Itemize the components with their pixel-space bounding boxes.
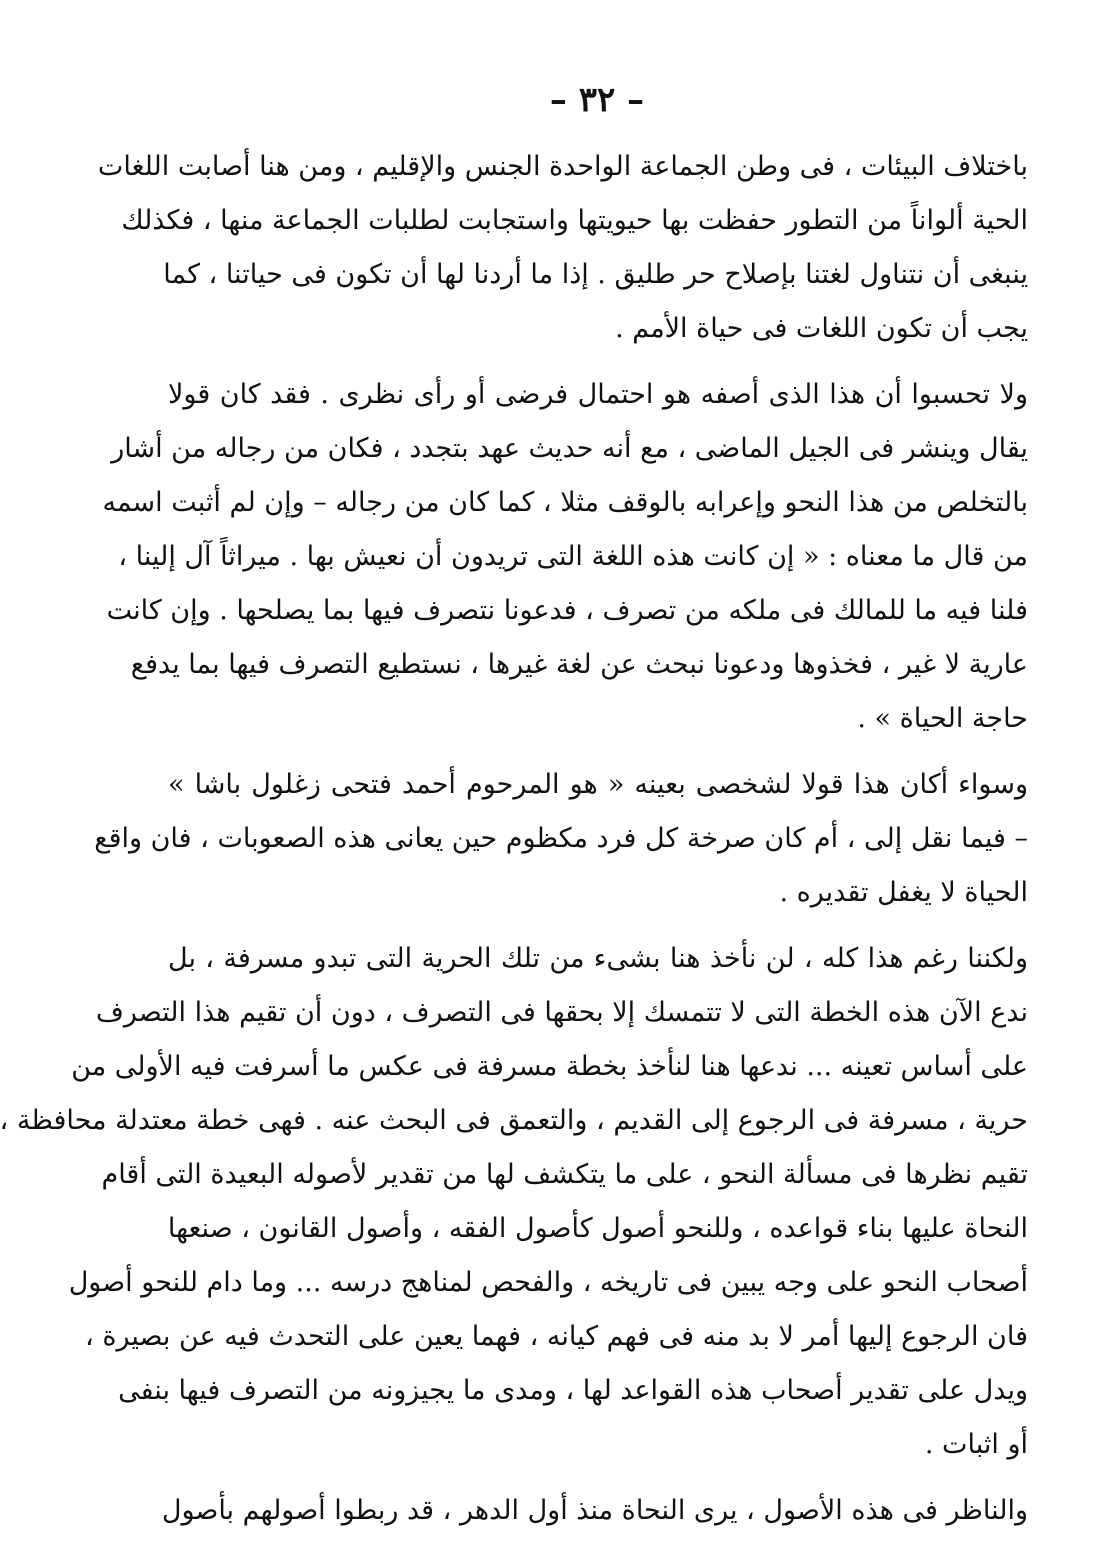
text-line: وسواء أكان هذا قولا لشخصى بعينه « هو المرحوم أحمد فتحى زغلول باشا » [168, 769, 1028, 800]
text-line: أو اثبات . [924, 1429, 1028, 1460]
text-line: ولا تحسبوا أن هذا الذى أصفه هو احتمال فرضى أو رأى نظرى . فقد كان قولا [168, 379, 1028, 410]
text-line: النحاة عليها بناء قواعده ، وللنحو أصول كأصول الفقه ، وأصول القانون ، صنعها [167, 1213, 1028, 1244]
text-line: فلنا فيه ما للمالك فى ملكه من تصرف ، فدعونا نتصرف فيها بما يصلحها . وإن كانت [106, 595, 1028, 626]
page-number: – ٣٢ – [549, 80, 645, 120]
text-line: ندع الآن هذه الخطة التى لا تتمسك إلا بحقها فى التصرف ، دون أن تقيم هذا التصرف [95, 997, 1028, 1028]
paragraph [161, 1484, 1028, 1538]
text-line: باختلاف البيئات ، فى وطن الجماعة الواحدة الجنس والإقليم ، ومن هنا أصابت اللغات [97, 151, 1028, 182]
text-line: ينبغى أن نتناول لغتنا بإصلاح حر طليق . إذا ما أردنا لها أن تكون فى حياتنا ، كما [163, 259, 1028, 290]
text-line: عارية لا غير ، فخذوها ودعونا نبحث عن لغة غيرها ، نستطيع التصرف فيها بما يدفع [130, 649, 1028, 680]
paragraph [94, 758, 1028, 920]
text-line: الحية ألواناً من التطور حفظت بها حيويتها واستجابت لطلبات الجماعة منها ، فكذلك [121, 205, 1028, 236]
text-line: ولكننا رغم هذا كله ، لن نأخذ هنا بشىء من تلك الحرية التى تبدو مسرفة ، بل [168, 943, 1028, 974]
text-line: يجب أن تكون اللغات فى حياة الأمم . [615, 313, 1028, 344]
text-line: حرية ، مسرفة فى الرجوع إلى القديم ، والتعمق فى البحث عنه . فهى خطة معتدلة محافظة ، [0, 1105, 1028, 1136]
text-line: ويدل على تقدير أصحاب هذه القواعد لها ، ومدى ما يجيزونه من التصرف فيها بنفى [118, 1375, 1028, 1406]
paragraph [97, 140, 1028, 356]
paragraph [102, 368, 1028, 746]
text-line: فان الرجوع إليها أمر لا بد منه فى فهم كيانه ، فهما يعين على التحدث فيه عن بصيرة ، [85, 1321, 1028, 1352]
text-line: – فيما نقل إلى ، أم كان صرخة كل فرد مكظوم حين يعانى هذه الصعوبات ، فان واقع [94, 823, 1028, 854]
body-text [0, 140, 1028, 1550]
paragraph [0, 932, 1028, 1472]
text-line: من قال ما معناه : « إن كانت هذه اللغة التى تريدون أن نعيش بها . ميراثاً آل إلينا ، [118, 541, 1028, 572]
text-line: بالتخلص من هذا النحو وإعرابه بالوقف مثلا ، كما كان من رجاله – وإن لم أثبت اسمه [102, 487, 1028, 518]
text-line: تقيم نظرها فى مسألة النحو ، على ما يتكشف لها من تقدير لأصوله البعيدة التى أقام [101, 1159, 1028, 1190]
text-line: يقال وينشر فى الجيل الماضى ، مع أنه حديث عهد بتجدد ، فكان من رجاله من أشار [111, 433, 1028, 464]
text-line: أصحاب النحو على وجه يبين فى تاريخه ، والفحص لمناهج درسه ... وما دام للنحو أصول [68, 1267, 1028, 1298]
text-line: على أساس تعينه ... ندعها هنا لنأخذ بخطة مسرفة فى عكس ما أسرفت فيه الأولى من [71, 1051, 1028, 1082]
text-line: الحياة لا يغفل تقديره . [779, 877, 1028, 908]
text-line: حاجة الحياة » . [857, 703, 1028, 734]
text-line: والناظر فى هذه الأصول ، يرى النحاة منذ أول الدهر ، قد ربطوا أصولهم بأصول [161, 1495, 1028, 1526]
